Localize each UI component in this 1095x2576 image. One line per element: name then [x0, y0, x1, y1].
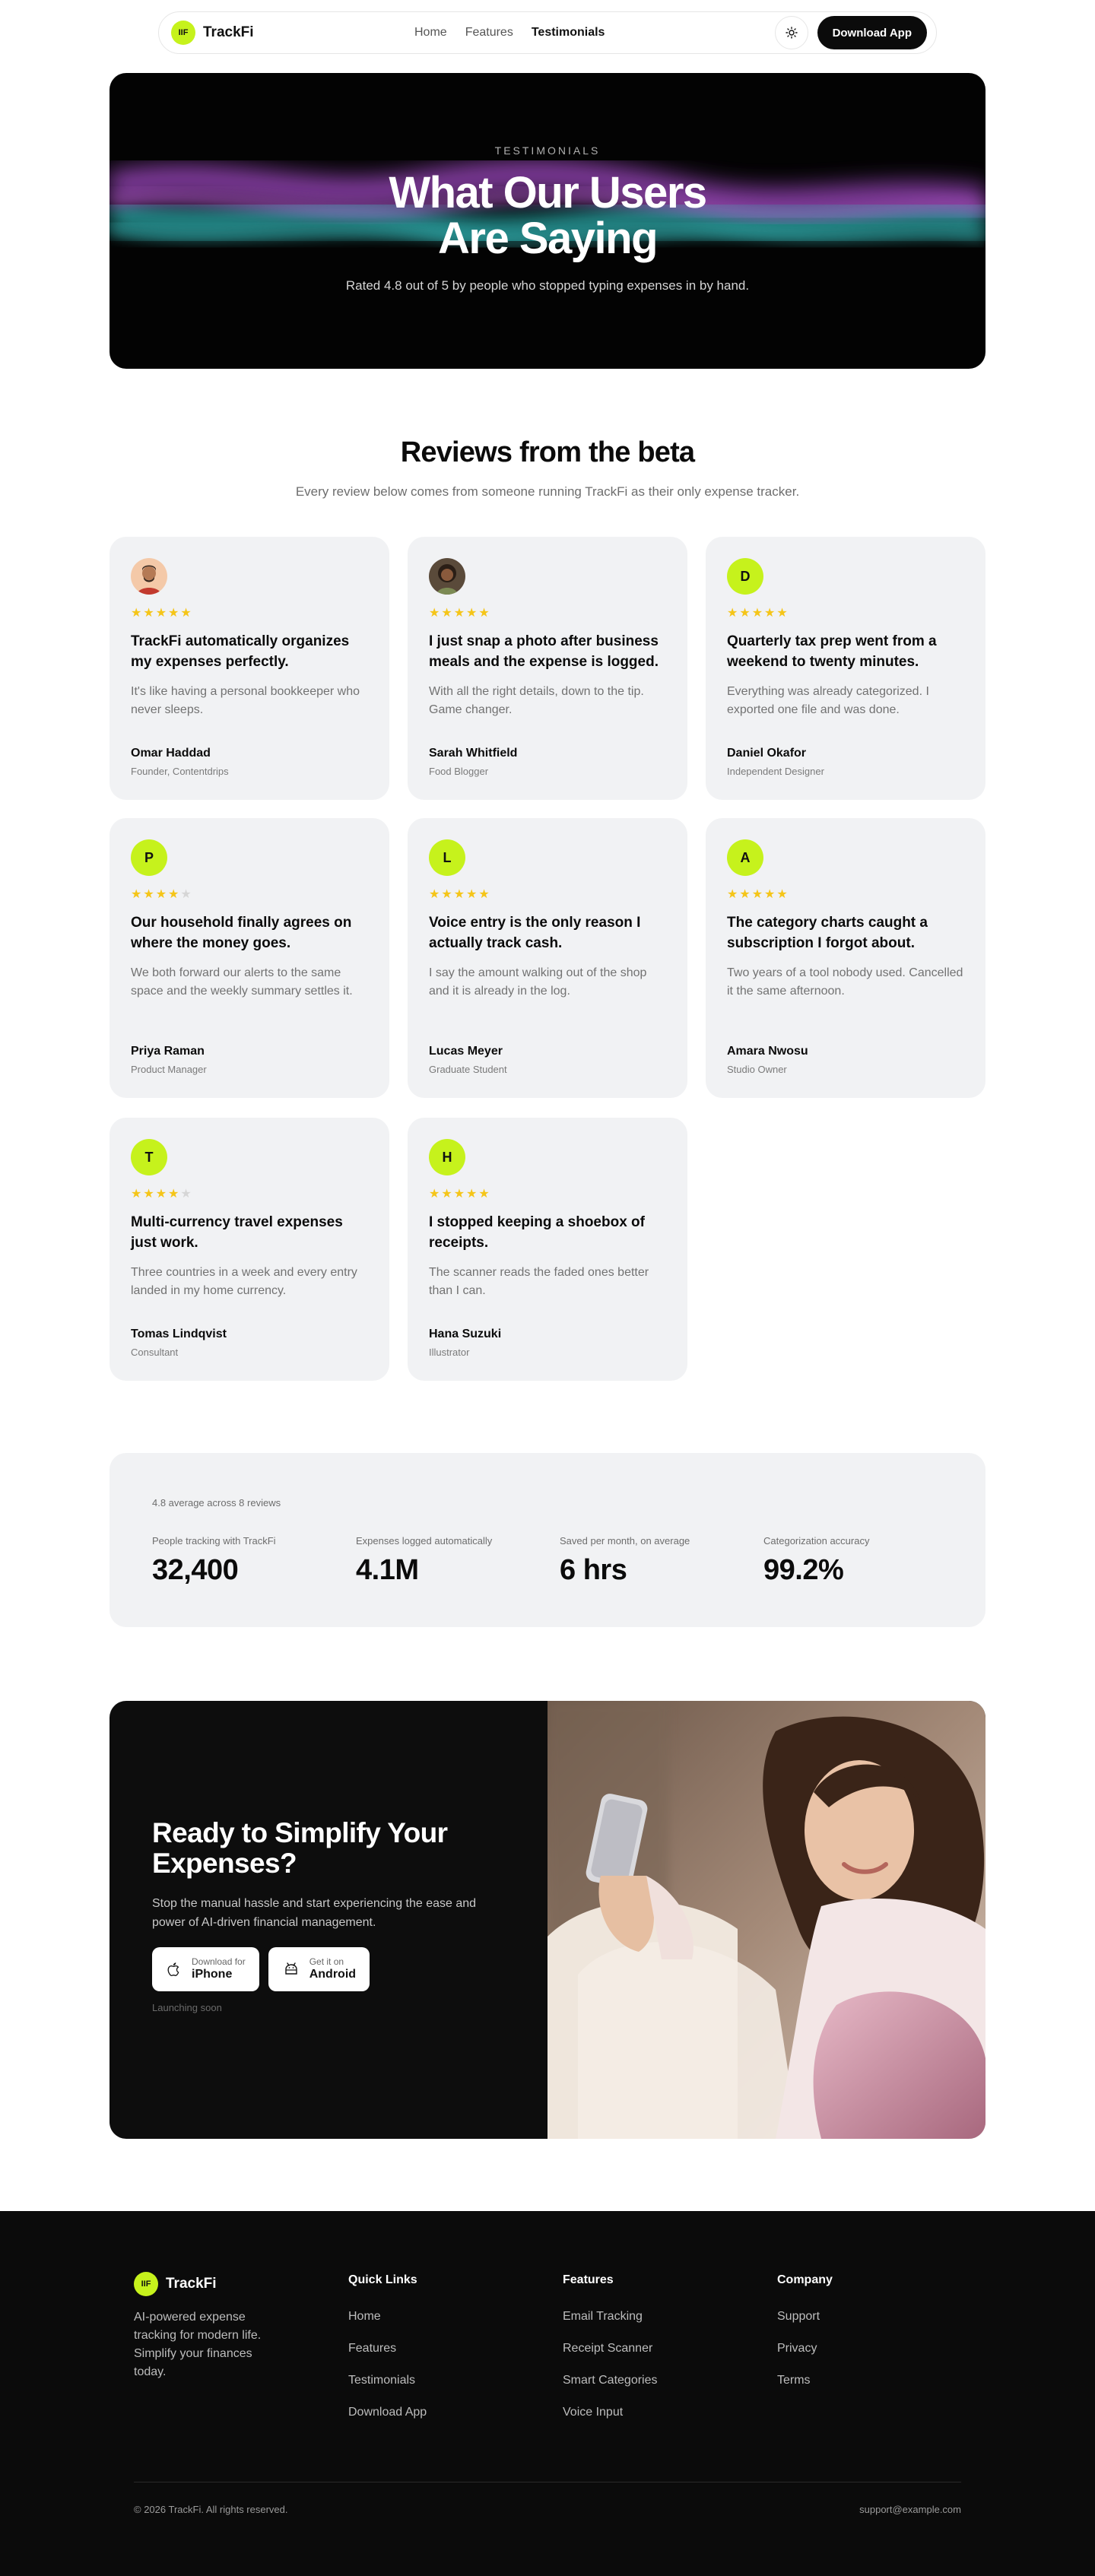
android-download-button[interactable]: [268, 1947, 370, 1991]
hero-title-line-1: What Our Users: [389, 168, 706, 217]
reviewer-role: Food Blogger: [429, 766, 489, 777]
reviewer-name: Lucas Meyer: [429, 1045, 503, 1058]
android-icon: [284, 1962, 299, 1976]
nav-link-testimonials[interactable]: Testimonials: [531, 26, 605, 39]
review-body: I say the amount walking out of the shop and it is already in the log.: [429, 966, 647, 998]
theme-toggle-button[interactable]: [775, 16, 808, 49]
woman-with-phone-photo: [548, 1701, 986, 2139]
footer-column-quick-links: [348, 2273, 427, 2419]
footer-link-privacy[interactable]: Privacy: [777, 2342, 817, 2355]
cta-title: Ready to Simplify Your Expenses?: [152, 1817, 448, 1879]
rating-stars: ★★★★★: [131, 607, 193, 620]
review-title: I stopped keeping a shoebox of receipts.: [429, 1214, 645, 1251]
stat-item: [152, 1535, 276, 1587]
avatar-initial: A: [727, 839, 763, 876]
review-title: I just snap a photo after business meals and the expense is logged.: [429, 633, 659, 670]
footer-link-support[interactable]: Support: [777, 2310, 820, 2323]
store-big-label: Android: [309, 1968, 357, 1981]
footer-column-title: Quick Links: [348, 2273, 417, 2286]
review-title: Quarterly tax prep went from a weekend to twenty minutes.: [727, 633, 937, 670]
rating-stars: ★★★★★: [727, 607, 789, 620]
footer-link-email-tracking[interactable]: Email Tracking: [563, 2310, 643, 2323]
reviewer-name: Tomas Lindqvist: [131, 1328, 227, 1340]
reviewer-role: Product Manager: [131, 1064, 207, 1075]
nav-link-home[interactable]: Home: [414, 26, 447, 39]
stat-label: People tracking with TrackFi: [152, 1535, 276, 1547]
footer-link-voice-input[interactable]: Voice Input: [563, 2406, 624, 2419]
review-title: Multi-currency travel expenses just work.: [131, 1214, 343, 1251]
hero-subtitle: Rated 4.8 out of 5 by people who stopped typing expenses in by hand.: [345, 278, 750, 293]
footer-column-features: [563, 2273, 658, 2419]
stat-value: 6 hrs: [560, 1554, 627, 1586]
footer-link-smart-categories[interactable]: Smart Categories: [563, 2374, 658, 2387]
avatar: [131, 558, 167, 595]
review-card: [408, 537, 687, 800]
footer-column-title: Features: [563, 2273, 614, 2286]
reviewer-name: Priya Raman: [131, 1045, 205, 1058]
footer-copyright: © 2026 TrackFi. All rights reserved.: [134, 2504, 288, 2515]
launching-note: Launching soon: [152, 2002, 222, 2013]
rating-stars: ★★★★★: [727, 888, 789, 901]
hero-title: [110, 170, 986, 262]
avatar-initial: T: [131, 1139, 167, 1175]
review-body: Three countries in a week and every entry landed in my home currency.: [131, 1266, 357, 1297]
stat-value: 4.1M: [356, 1554, 419, 1586]
hero-title-line-2: Are Saying: [438, 214, 657, 263]
footer-link-testimonials[interactable]: Testimonials: [348, 2374, 416, 2387]
stat-item: [560, 1535, 690, 1587]
avatar-initial: H: [429, 1139, 465, 1175]
review-card: [110, 537, 389, 800]
rating-stars: ★★★★★: [131, 888, 193, 901]
review-title: The category charts caught a subscription I forgot about.: [727, 915, 928, 951]
review-card: [110, 818, 389, 1098]
reviewer-role: Graduate Student: [429, 1064, 507, 1075]
footer-brand-name: TrackFi: [166, 2276, 217, 2292]
reviewer-name: Daniel Okafor: [727, 747, 807, 760]
stat-label: Categorization accuracy: [763, 1535, 870, 1547]
reviewer-role: Founder, Contentdrips: [131, 766, 229, 777]
review-body: Two years of a tool nobody used. Cancelled it the same afternoon.: [727, 966, 963, 998]
reviewer-name: Amara Nwosu: [727, 1045, 808, 1058]
store-small-label: Download for: [192, 1956, 246, 1967]
reviewer-role: Illustrator: [429, 1347, 470, 1358]
footer-link-receipt-scanner[interactable]: Receipt Scanner: [563, 2342, 653, 2355]
review-card: [706, 537, 986, 800]
stat-item: [763, 1535, 869, 1587]
avatar-initial: D: [727, 558, 763, 595]
rating-stars: ★★★★★: [429, 607, 491, 620]
footer-brand[interactable]: [134, 2272, 217, 2296]
reviews-title: Reviews from the beta: [400, 436, 695, 468]
reviewer-role: Studio Owner: [727, 1064, 787, 1075]
store-small-label: Get it on: [309, 1956, 344, 1967]
logo-icon: IIF: [171, 21, 195, 45]
review-card: [408, 1118, 687, 1381]
footer-link-features[interactable]: Features: [348, 2342, 397, 2355]
brand[interactable]: [171, 21, 254, 45]
stats-average-note: 4.8 average across 8 reviews: [152, 1497, 281, 1508]
cta-content: [152, 1818, 487, 2013]
avatar-initial: P: [131, 839, 167, 876]
review-title: TrackFi automatically organizes my expenses perfectly.: [131, 633, 350, 670]
review-body: The scanner reads the faded ones better than I can.: [429, 1266, 649, 1297]
reviews-subtitle: Every review below comes from someone running TrackFi as their only expense tracker.: [295, 484, 800, 499]
sun-icon: [786, 27, 798, 39]
review-body: We both forward our alerts to the same space and the weekly summary settles it.: [131, 966, 353, 998]
top-nav: [158, 11, 937, 54]
avatar-photo-icon: [131, 558, 167, 595]
avatar-initial: L: [429, 839, 465, 876]
footer-tagline: AI-powered expense tracking for modern life. Simplify your finances today.: [134, 2311, 262, 2378]
footer-column-title: Company: [777, 2273, 833, 2286]
nav-link-features[interactable]: Features: [465, 26, 513, 39]
review-card: [408, 818, 687, 1098]
footer-link-home[interactable]: Home: [348, 2310, 381, 2323]
nav-links: [414, 26, 605, 40]
hero-banner: [110, 73, 986, 369]
avatar: [429, 558, 465, 595]
stat-label: Saved per month, on average: [560, 1535, 690, 1547]
footer-link-download-app[interactable]: Download App: [348, 2406, 427, 2419]
site-footer: [0, 2211, 1095, 2576]
review-body: With all the right details, down to the tip. Game changer.: [429, 685, 644, 716]
avatar-photo-icon: [429, 558, 465, 595]
reviewer-name: Omar Haddad: [131, 747, 211, 760]
store-big-label: iPhone: [192, 1968, 233, 1981]
stat-item: [356, 1535, 492, 1587]
footer-link-terms[interactable]: Terms: [777, 2374, 811, 2387]
review-title: Our household finally agrees on where the money goes.: [131, 915, 352, 951]
reviewer-name: Hana Suzuki: [429, 1328, 502, 1340]
nav-actions: [775, 16, 927, 49]
download-cta: [110, 1701, 986, 2139]
download-app-button[interactable]: Download App: [817, 16, 927, 49]
hero-eyebrow: TESTIMONIALS: [494, 144, 601, 157]
reviewer-role: Consultant: [131, 1347, 179, 1358]
footer-email-link[interactable]: support@example.com: [859, 2504, 961, 2515]
review-card: [706, 818, 986, 1098]
review-title: Voice entry is the only reason I actually track cash.: [429, 915, 641, 951]
brand-name: TrackFi: [203, 24, 254, 40]
stats-panel: [110, 1453, 986, 1627]
rating-stars: ★★★★★: [429, 1188, 491, 1201]
footer-column-company: [777, 2273, 833, 2387]
rating-stars: ★★★★★: [131, 1188, 193, 1201]
cta-text: Stop the manual hassle and start experiencing the ease and power of AI-driven financial management.: [152, 1897, 477, 1929]
stat-value: 99.2%: [763, 1554, 844, 1586]
review-body: It's like having a personal bookkeeper who never sleeps.: [131, 685, 360, 716]
review-card: [110, 1118, 389, 1381]
rating-stars: ★★★★★: [429, 888, 491, 901]
review-body: Everything was already categorized. I exported one file and was done.: [727, 685, 929, 716]
apple-icon: [167, 1962, 181, 1977]
logo-icon: IIF: [134, 2272, 158, 2296]
iphone-download-button[interactable]: [152, 1947, 259, 1991]
stat-label: Expenses logged automatically: [356, 1535, 493, 1547]
stat-value: 32,400: [152, 1554, 239, 1586]
reviewer-name: Sarah Whitfield: [429, 747, 518, 760]
reviewer-role: Independent Designer: [727, 766, 824, 777]
store-buttons: [152, 1947, 487, 1991]
